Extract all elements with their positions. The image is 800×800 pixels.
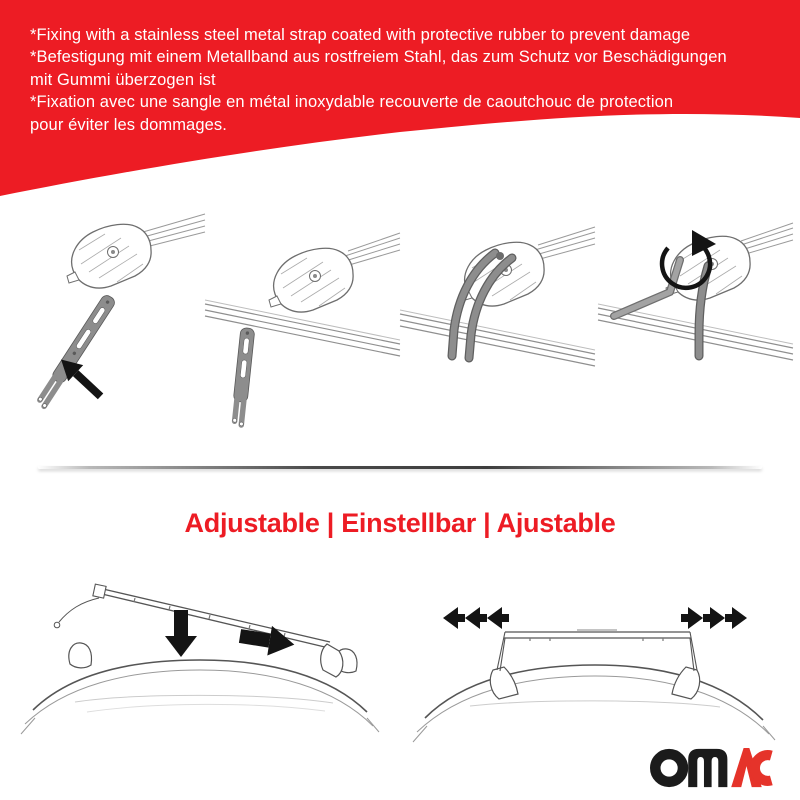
logo-letter-o <box>655 754 683 782</box>
step-1-illustration <box>35 214 205 409</box>
banner-note-en: *Fixing with a stainless steel metal strap coated with protective rubber to prevent damage <box>30 26 691 44</box>
triple-left-arrow-icon <box>443 607 509 629</box>
triple-right-arrow-icon <box>681 607 747 629</box>
step-3-illustration <box>400 227 595 366</box>
crossbar-illustration <box>54 584 343 677</box>
metal-strap-illustration <box>231 327 255 426</box>
roof-rail-illustration <box>400 314 595 366</box>
banner-note-fr-1: *Fixation avec une sangle en métal inoxydable recouverte de caoutchouc de protection <box>30 93 674 112</box>
banner-note-de-1: *Befestigung mit einem Metallband aus rostfreiem Stahl, das zum Schutz vor Beschädigungen <box>30 48 727 67</box>
step-4-illustration <box>598 223 793 360</box>
metal-strap-illustration <box>35 293 117 409</box>
allen-key-illustration <box>614 260 680 316</box>
clamp-illustration <box>269 248 353 312</box>
installation-steps-illustration <box>0 198 800 460</box>
car-roof-left-illustration <box>21 584 379 734</box>
down-arrow-icon <box>165 610 197 657</box>
car-roof-right-illustration <box>413 607 775 742</box>
side-mirror-illustration <box>69 643 92 668</box>
logo-letter-c <box>755 755 771 781</box>
banner-note-de-2: mit Gummi überzogen ist <box>30 70 216 89</box>
adjustable-heading: Adjustable | Einstellbar | Ajustable <box>184 508 616 538</box>
adjustment-illustrations <box>0 552 800 770</box>
clamp-illustration <box>67 224 151 288</box>
top-banner <box>30 24 790 136</box>
logo-letter-m <box>688 749 727 787</box>
step-2-illustration <box>205 233 400 426</box>
banner-note-fr-2: pour éviter les dommages. <box>30 115 227 134</box>
omac-logo <box>650 745 778 791</box>
divider-line <box>38 466 762 469</box>
